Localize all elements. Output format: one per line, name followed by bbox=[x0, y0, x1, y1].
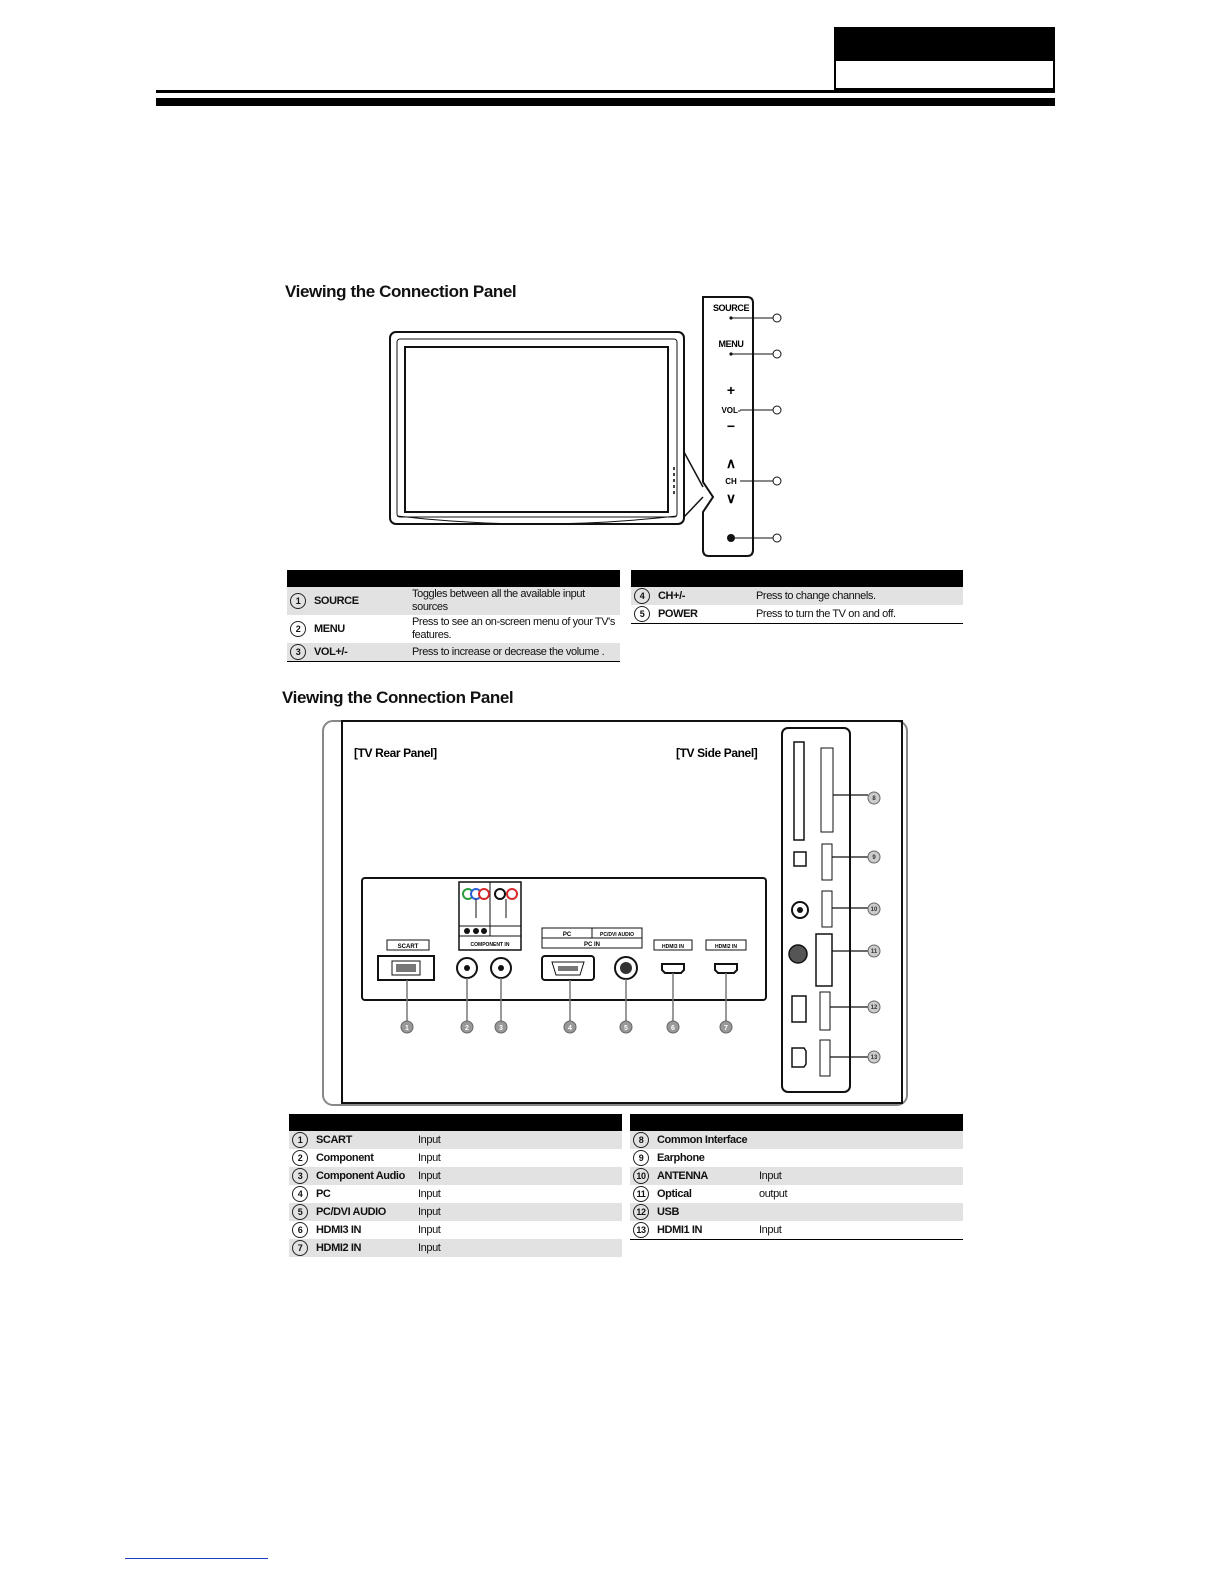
component-label: COMPONENT IN bbox=[470, 942, 510, 948]
table-row bbox=[630, 1167, 963, 1185]
table-row bbox=[630, 1203, 963, 1221]
row-number: 5 bbox=[292, 1204, 308, 1220]
row-desc: Press to increase or decrease the volume . bbox=[409, 643, 620, 662]
table-row bbox=[287, 643, 620, 662]
row-name: CH+/- bbox=[655, 587, 753, 605]
row-name: SCART bbox=[313, 1131, 415, 1149]
row-name: VOL+/- bbox=[311, 643, 409, 662]
row-number: 4 bbox=[634, 588, 650, 604]
row-number: 7 bbox=[292, 1240, 308, 1256]
row-number: 9 bbox=[633, 1150, 649, 1166]
row-name: Optical bbox=[657, 1187, 692, 1200]
table-row bbox=[631, 605, 963, 624]
table-row bbox=[289, 1185, 622, 1203]
callout-2-num: 2 bbox=[465, 1025, 469, 1032]
component-audio-port[interactable] bbox=[491, 958, 511, 978]
row-desc: output bbox=[759, 1187, 788, 1200]
connection-panel-illustration bbox=[320, 718, 912, 1110]
header-rule-thin bbox=[156, 90, 1055, 93]
row-number: 3 bbox=[292, 1168, 308, 1184]
component-port[interactable] bbox=[457, 958, 477, 978]
hdmi2-label: HDMI2 IN bbox=[715, 944, 737, 950]
rear-panel-label: [TV Rear Panel] bbox=[354, 746, 437, 760]
callout-3-num: 3 bbox=[499, 1025, 503, 1032]
row-number: 12 bbox=[633, 1204, 649, 1220]
pc-dvi-audio-port[interactable] bbox=[615, 957, 637, 979]
ch-up-button[interactable]: ∧ bbox=[725, 455, 737, 471]
pc-label: PC bbox=[562, 932, 572, 938]
callout-6-num: 6 bbox=[671, 1025, 675, 1032]
row-name: USB bbox=[654, 1203, 756, 1221]
vol-minus-button[interactable]: − bbox=[726, 418, 736, 434]
callout-13-num: 13 bbox=[870, 1055, 878, 1061]
callout-7-num: 7 bbox=[724, 1025, 728, 1032]
table-row bbox=[630, 1185, 963, 1203]
row-name: Component Audio bbox=[313, 1167, 415, 1185]
ports-table-left bbox=[289, 1114, 622, 1257]
callout-10-num: 10 bbox=[870, 907, 878, 913]
power-button[interactable] bbox=[727, 534, 735, 542]
front-controls-table-right bbox=[631, 570, 963, 624]
callout-9-num: 9 bbox=[872, 855, 876, 861]
table-header-bar bbox=[289, 1114, 622, 1131]
row-name: Common Interface bbox=[654, 1131, 756, 1149]
row-number: 11 bbox=[633, 1186, 649, 1202]
table-row bbox=[630, 1221, 963, 1240]
row-desc: Input bbox=[415, 1131, 622, 1149]
ports-table-right bbox=[630, 1114, 963, 1240]
callout-4-num: 4 bbox=[568, 1025, 572, 1032]
row-name: Component bbox=[316, 1151, 374, 1164]
row-name: MENU bbox=[314, 622, 345, 635]
source-button[interactable]: SOURCE bbox=[712, 303, 750, 313]
table-row bbox=[630, 1149, 963, 1167]
row-name: POWER bbox=[655, 605, 753, 624]
row-number: 13 bbox=[633, 1222, 649, 1238]
tv-front-illustration bbox=[385, 292, 795, 560]
row-number: 3 bbox=[290, 644, 306, 660]
row-name: ANTENNA bbox=[654, 1167, 756, 1185]
table-row bbox=[289, 1221, 622, 1239]
row-desc: Input bbox=[415, 1203, 622, 1221]
row-name: Earphone bbox=[657, 1151, 705, 1164]
menu-button[interactable]: MENU bbox=[718, 339, 744, 349]
row-desc: Input bbox=[756, 1167, 963, 1185]
row-name: HDMI2 IN bbox=[313, 1239, 415, 1257]
row-number: 5 bbox=[634, 606, 650, 622]
ch-label: CH bbox=[725, 477, 737, 486]
table-row bbox=[631, 587, 963, 605]
table-row bbox=[289, 1239, 622, 1257]
hdmi2-port[interactable] bbox=[715, 964, 737, 973]
callout-11-num: 11 bbox=[870, 949, 878, 955]
row-desc: Input bbox=[756, 1221, 963, 1240]
row-desc: Input bbox=[418, 1223, 441, 1236]
hdmi3-port[interactable] bbox=[662, 964, 684, 973]
pcdvi-label: PC/DVI AUDIO bbox=[600, 932, 634, 938]
table-row bbox=[289, 1167, 622, 1185]
footer-link-underline[interactable] bbox=[125, 1558, 268, 1559]
vol-plus-button[interactable]: + bbox=[726, 382, 736, 398]
row-desc bbox=[756, 1131, 963, 1149]
row-desc: Input bbox=[418, 1187, 441, 1200]
callout-1-num: 1 bbox=[405, 1025, 409, 1032]
header-rule-thick bbox=[156, 98, 1055, 106]
row-number: 2 bbox=[292, 1150, 308, 1166]
table-header-bar bbox=[287, 570, 620, 587]
table-row bbox=[287, 615, 620, 643]
header-tab-box bbox=[834, 61, 1055, 90]
row-number: 4 bbox=[292, 1186, 308, 1202]
scart-port[interactable] bbox=[378, 956, 434, 980]
row-number: 6 bbox=[292, 1222, 308, 1238]
tv-body bbox=[390, 332, 684, 524]
section2-title: Viewing the Connection Panel bbox=[282, 688, 514, 707]
row-number: 1 bbox=[290, 593, 306, 609]
table-row bbox=[630, 1131, 963, 1149]
row-desc: Press to turn the TV on and off. bbox=[753, 605, 963, 624]
row-desc: Input bbox=[418, 1151, 441, 1164]
callout-5-num: 5 bbox=[624, 1025, 628, 1032]
ch-down-button[interactable]: ∨ bbox=[725, 490, 737, 506]
row-number: 10 bbox=[633, 1168, 649, 1184]
row-number: 2 bbox=[290, 621, 306, 637]
row-name: HDMI3 IN bbox=[316, 1223, 362, 1236]
section1-title: Viewing the Connection Panel bbox=[285, 282, 517, 301]
table-row bbox=[289, 1203, 622, 1221]
pcin-label: PC IN bbox=[583, 942, 601, 948]
row-number: 1 bbox=[292, 1132, 308, 1148]
row-desc bbox=[756, 1149, 963, 1167]
row-desc: Input bbox=[415, 1167, 622, 1185]
row-name: PC/DVI AUDIO bbox=[313, 1203, 415, 1221]
row-name: SOURCE bbox=[311, 587, 409, 615]
front-controls-table-left bbox=[287, 570, 620, 662]
table-header-bar bbox=[631, 570, 963, 587]
row-desc: Press to see an on-screen menu of your TV's features. bbox=[412, 616, 615, 641]
table-row bbox=[287, 587, 620, 615]
callout-8-num: 8 bbox=[872, 796, 876, 802]
table-row bbox=[289, 1131, 622, 1149]
row-desc: Press to change channels. bbox=[753, 587, 963, 605]
pc-vga-port[interactable] bbox=[542, 956, 594, 980]
vol-label: VOL- bbox=[721, 406, 741, 415]
row-desc bbox=[756, 1203, 963, 1221]
scart-label: SCART bbox=[397, 944, 419, 950]
side-panel-label: [TV Side Panel] bbox=[676, 746, 758, 760]
row-desc: Toggles between all the available input sources bbox=[409, 587, 620, 615]
header-tab-block bbox=[834, 27, 1055, 61]
row-desc: Input bbox=[415, 1239, 622, 1257]
row-name: PC bbox=[316, 1187, 331, 1200]
callout-12-num: 12 bbox=[870, 1005, 878, 1011]
table-header-bar bbox=[630, 1114, 963, 1131]
table-row bbox=[289, 1149, 622, 1167]
hdmi3-label: HDMI3 IN bbox=[662, 944, 684, 950]
row-name: HDMI1 IN bbox=[654, 1221, 756, 1240]
row-number: 8 bbox=[633, 1132, 649, 1148]
